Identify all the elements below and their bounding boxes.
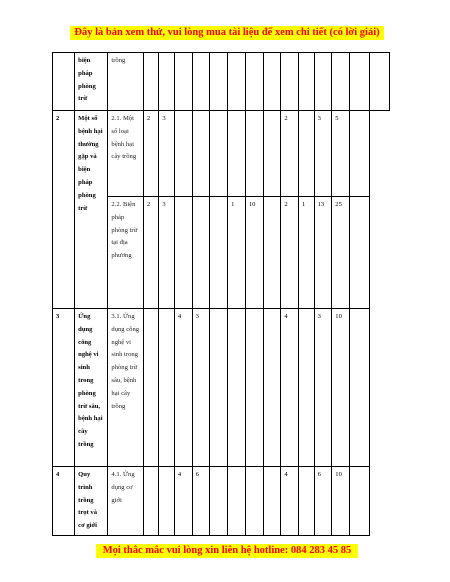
- value-cell: [350, 309, 370, 467]
- value-cell: 3: [314, 309, 332, 467]
- value-cell: [245, 53, 263, 111]
- topic-cell: Quy trình trồng trọt và cơ giới: [75, 467, 108, 536]
- value-cell: [281, 53, 299, 111]
- value-cell: [350, 53, 370, 111]
- value-cell: [174, 197, 192, 309]
- value-cell: 3: [192, 309, 210, 467]
- value-cell: [350, 111, 370, 197]
- value-cell: 13: [314, 197, 332, 309]
- value-cell: [245, 111, 263, 197]
- value-cell: [210, 197, 228, 309]
- value-cell: [228, 111, 246, 197]
- value-cell: [192, 197, 210, 309]
- value-cell: 1: [299, 197, 315, 309]
- value-cell: [210, 111, 228, 197]
- subtopic-cell: trồng: [108, 53, 143, 111]
- value-cell: 3: [314, 111, 332, 197]
- value-cell: [143, 53, 159, 111]
- value-cell: [299, 309, 315, 467]
- value-cell: [299, 467, 315, 536]
- value-cell: [228, 309, 246, 467]
- value-cell: [159, 467, 175, 536]
- value-cell: 4: [281, 467, 299, 536]
- value-cell: 2: [143, 111, 159, 197]
- value-cell: [299, 53, 315, 111]
- subtopic-cell: 2.1. Một số loại bệnh hại cây trồng: [108, 111, 143, 197]
- value-cell: [299, 111, 315, 197]
- value-cell: [314, 53, 332, 111]
- topic-cell: Ứng dụng công nghệ vi sinh trong phòng trừ sâu, bệnh hại cây trồng: [75, 309, 108, 467]
- value-cell: 10: [332, 467, 350, 536]
- row-number: 2: [53, 111, 75, 309]
- value-cell: 4: [174, 467, 192, 536]
- value-cell: [263, 197, 281, 309]
- subtopic-cell: 4.1. Ứng dụng cơ giới: [108, 467, 143, 536]
- topic-cell: Một số bệnh hại thường gặp và biện pháp phòng trừ: [75, 111, 108, 309]
- value-cell: 6: [314, 467, 332, 536]
- row-number: 3: [53, 309, 75, 467]
- value-cell: 3: [159, 197, 175, 309]
- preview-notice-banner: Đây là bản xem thử, vui lòng mua tài liệu để xem chi tiết (có lời giải): [70, 26, 384, 40]
- table-row: [53, 111, 390, 197]
- value-cell: [263, 111, 281, 197]
- value-cell: 6: [192, 467, 210, 536]
- table-row: [53, 467, 390, 536]
- value-cell: [210, 309, 228, 467]
- value-cell: [369, 53, 389, 111]
- value-cell: [228, 467, 246, 536]
- value-cell: [332, 53, 350, 111]
- value-cell: [263, 309, 281, 467]
- value-cell: [159, 53, 175, 111]
- value-cell: 1: [228, 197, 246, 309]
- value-cell: [192, 53, 210, 111]
- subtopic-cell: 2.2. Biện pháp phòng trừ tại địa phương: [108, 197, 143, 309]
- value-cell: [143, 309, 159, 467]
- value-cell: 10: [245, 197, 263, 309]
- table-row: [53, 53, 390, 111]
- value-cell: 10: [332, 309, 350, 467]
- value-cell: [350, 467, 370, 536]
- topic-cell: biện pháp phòng trừ: [75, 53, 108, 111]
- value-cell: [143, 467, 159, 536]
- table-row: [53, 309, 390, 467]
- value-cell: [174, 53, 192, 111]
- value-cell: [245, 467, 263, 536]
- value-cell: [159, 309, 175, 467]
- value-cell: 5: [332, 111, 350, 197]
- row-number: [53, 53, 75, 111]
- value-cell: 2: [281, 111, 299, 197]
- hotline-banner: Mọi thắc mắc vui lòng xin liên hệ hotline: 084 283 45 85: [96, 544, 358, 558]
- value-cell: [350, 197, 370, 309]
- value-cell: 4: [174, 309, 192, 467]
- value-cell: 4: [281, 309, 299, 467]
- value-cell: [192, 111, 210, 197]
- row-number: 4: [53, 467, 75, 536]
- value-cell: 2: [281, 197, 299, 309]
- value-cell: 3: [159, 111, 175, 197]
- subtopic-cell: 3.1. Ứng dụng công nghệ vi sinh trong phòng trừ sâu, bệnh hại cây trồng: [108, 309, 143, 467]
- value-cell: [228, 53, 246, 111]
- value-cell: [263, 53, 281, 111]
- value-cell: [245, 309, 263, 467]
- value-cell: 25: [332, 197, 350, 309]
- value-cell: [210, 467, 228, 536]
- value-cell: [210, 53, 228, 111]
- value-cell: [174, 111, 192, 197]
- value-cell: 2: [143, 197, 159, 309]
- value-cell: [263, 467, 281, 536]
- exam-matrix-table: [52, 52, 390, 536]
